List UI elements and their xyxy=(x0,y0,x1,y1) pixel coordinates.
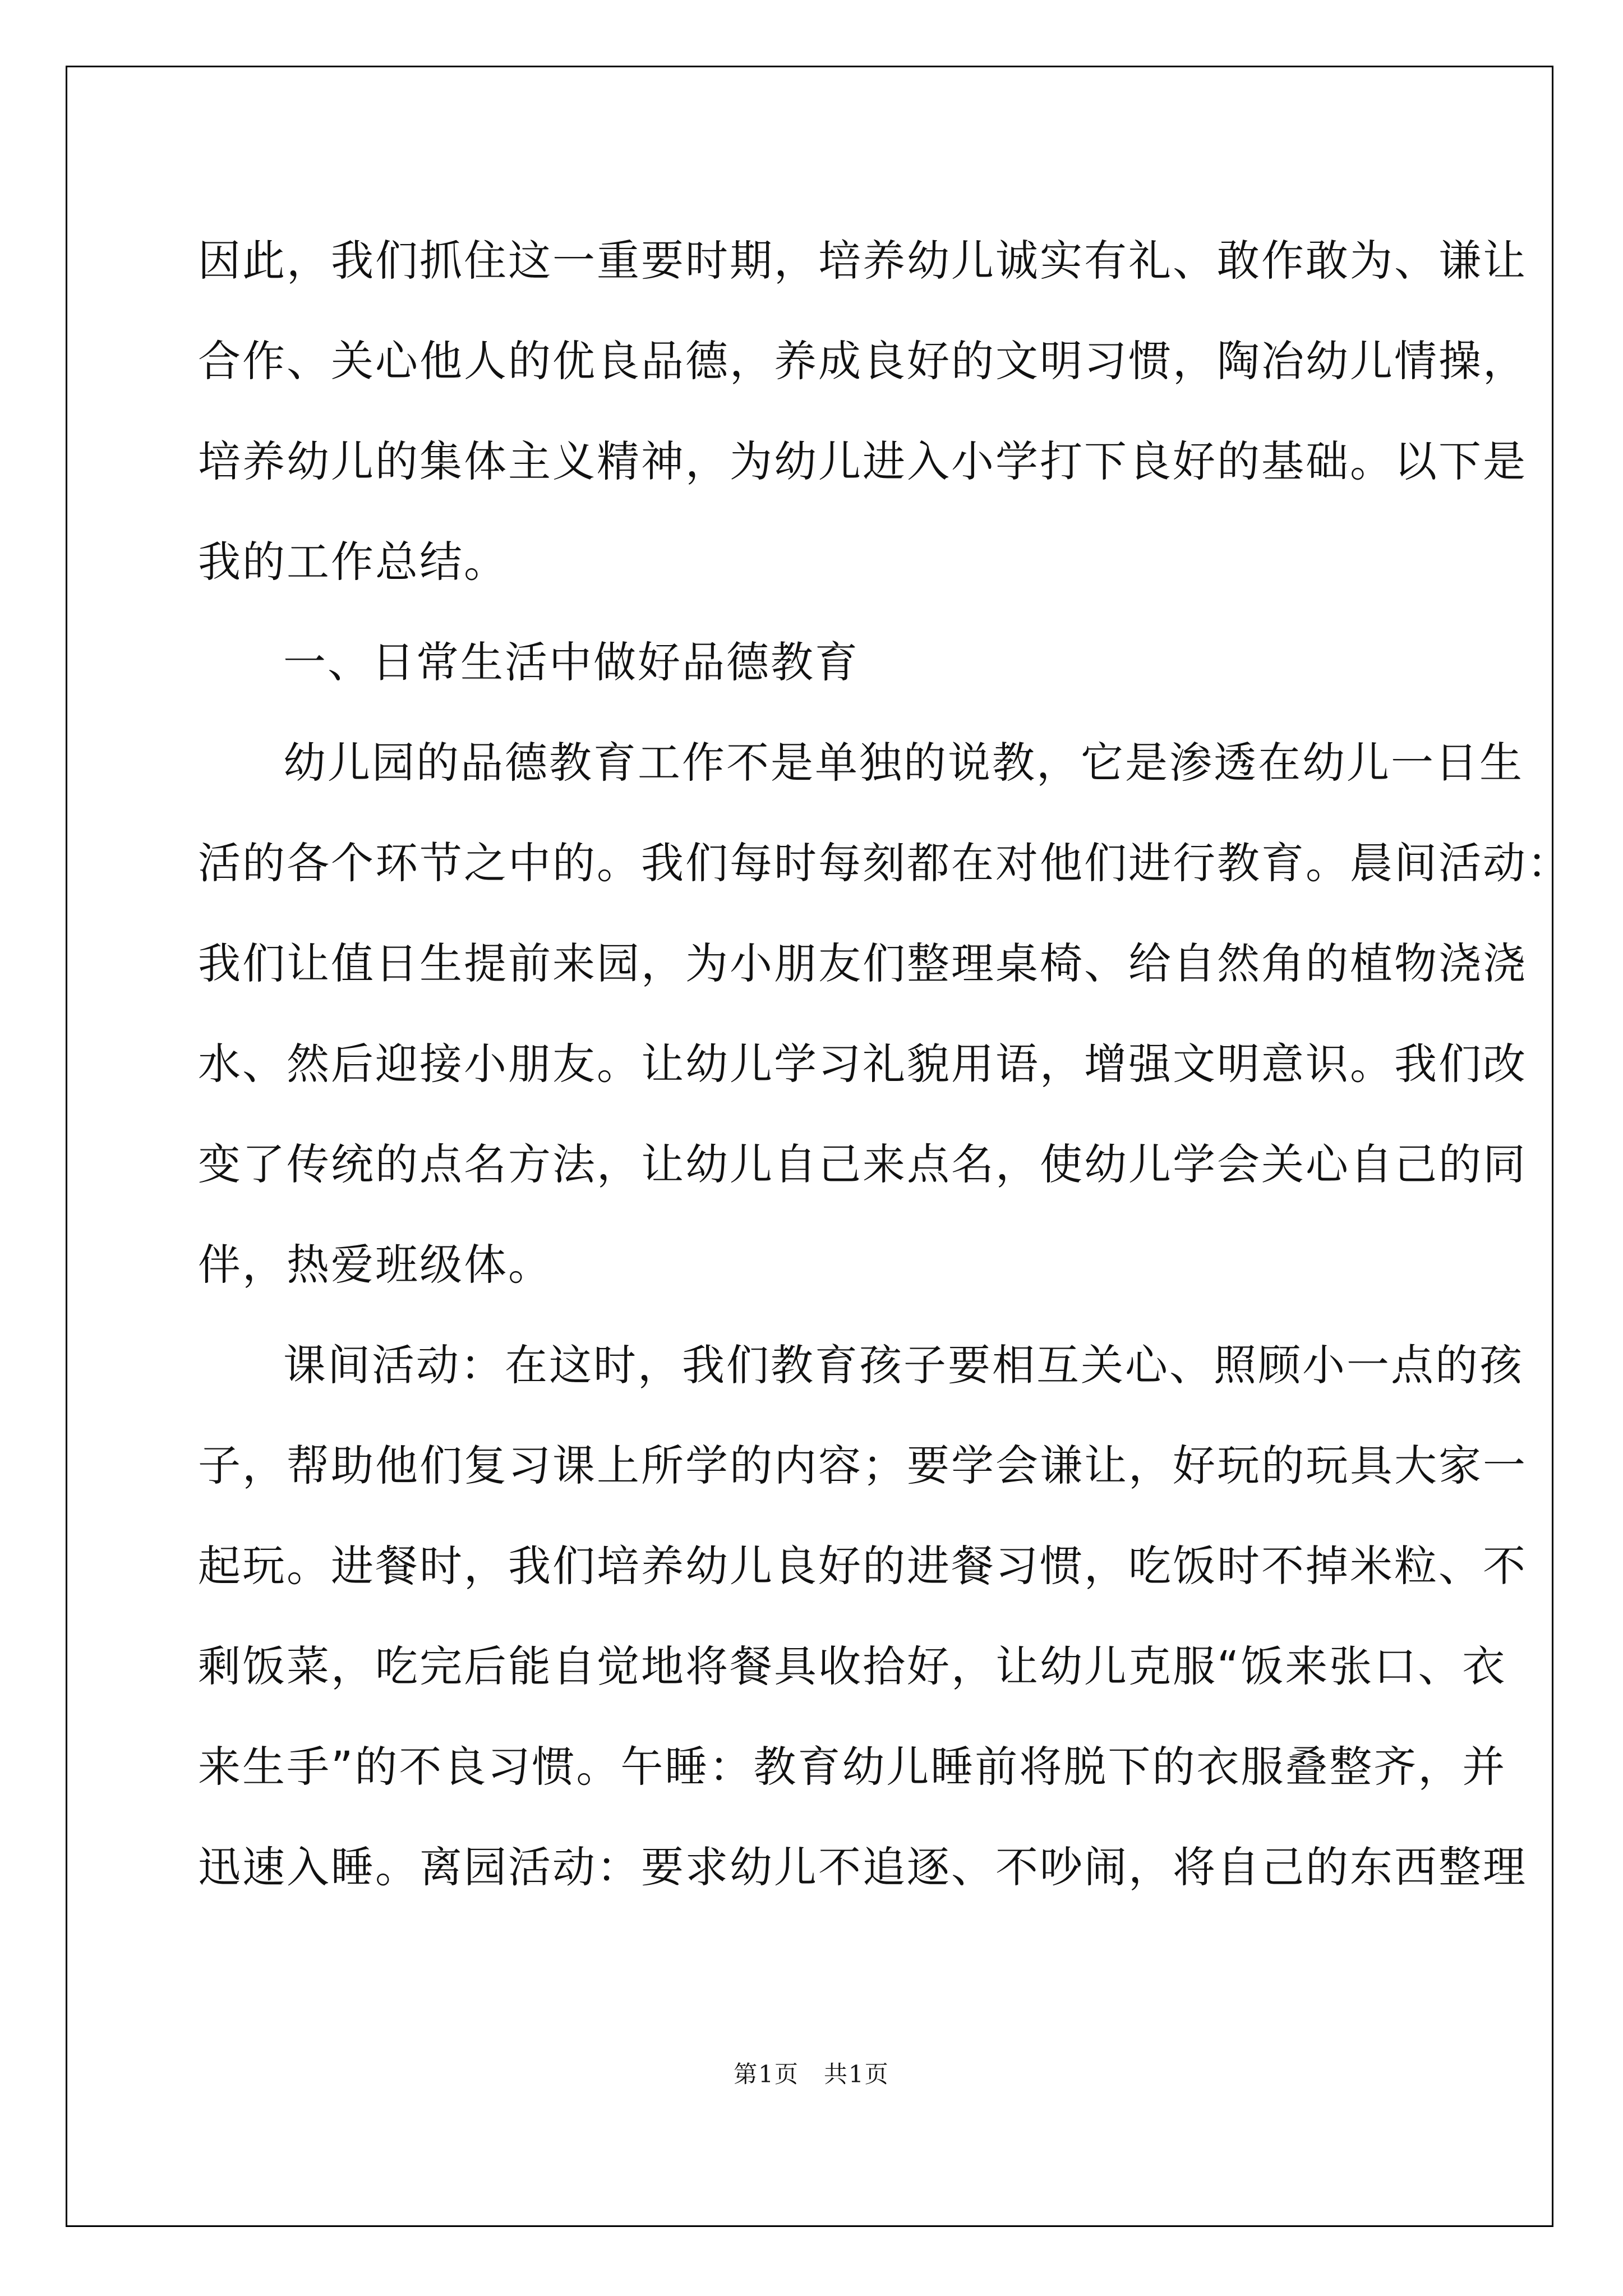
text-line: 伴，热爱班级体。 xyxy=(198,1240,552,1290)
text-line: 剩饭菜，吃完后能自觉地将餐具收拾好，让幼儿克服“饭来张口、衣 xyxy=(198,1641,1507,1691)
text-line: 水、然后迎接小朋友。让幼儿学习礼貌用语，增强文明意识。我们改 xyxy=(198,1039,1527,1089)
page-total: 共1页 xyxy=(824,2060,889,2088)
text-line: 变了传统的点名方法，让幼儿自己来点名，使幼儿学会关心自己的同 xyxy=(198,1139,1527,1189)
document-body xyxy=(198,210,1571,1917)
page-footer xyxy=(0,2056,1623,2090)
text-line: 合作、关心他人的优良品德，养成良好的文明习惯，陶冶幼儿情操， xyxy=(198,336,1527,386)
text-line: 迅速入睡。离园活动：要求幼儿不追逐、不吵闹，将自己的东西整理 xyxy=(198,1842,1527,1892)
text-line: 培养幼儿的集体主义精神，为幼儿进入小学打下良好的基础。以下是 xyxy=(198,436,1527,486)
section-heading: 一、日常生活中做好品德教育 xyxy=(283,637,859,687)
text-line: 子，帮助他们复习课上所学的内容；要学会谦让，好玩的玩具大家一 xyxy=(198,1441,1527,1490)
text-line: 活的各个环节之中的。我们每时每刻都在对他们进行教育。晨间活动： xyxy=(198,838,1571,888)
text-line: 幼儿园的品德教育工作不是单独的说教，它是渗透在幼儿一日生 xyxy=(283,738,1524,788)
text-line: 起玩。进餐时，我们培养幼儿良好的进餐习惯，吃饭时不掉米粒、不 xyxy=(198,1541,1527,1591)
page-number: 第1页 xyxy=(734,2060,799,2088)
text-line: 来生手”的不良习惯。午睡：教育幼儿睡前将脱下的衣服叠整齐，并 xyxy=(198,1742,1507,1792)
text-line: 我的工作总结。 xyxy=(198,537,508,587)
text-line: 课间活动：在这时，我们教育孩子要相互关心、照顾小一点的孩 xyxy=(283,1340,1524,1390)
text-line: 因此，我们抓住这一重要时期，培养幼儿诚实有礼、敢作敢为、谦让 xyxy=(198,236,1527,286)
text-line: 我们让值日生提前来园，为小朋友们整理桌椅、给自然角的植物浇浇 xyxy=(198,938,1527,988)
